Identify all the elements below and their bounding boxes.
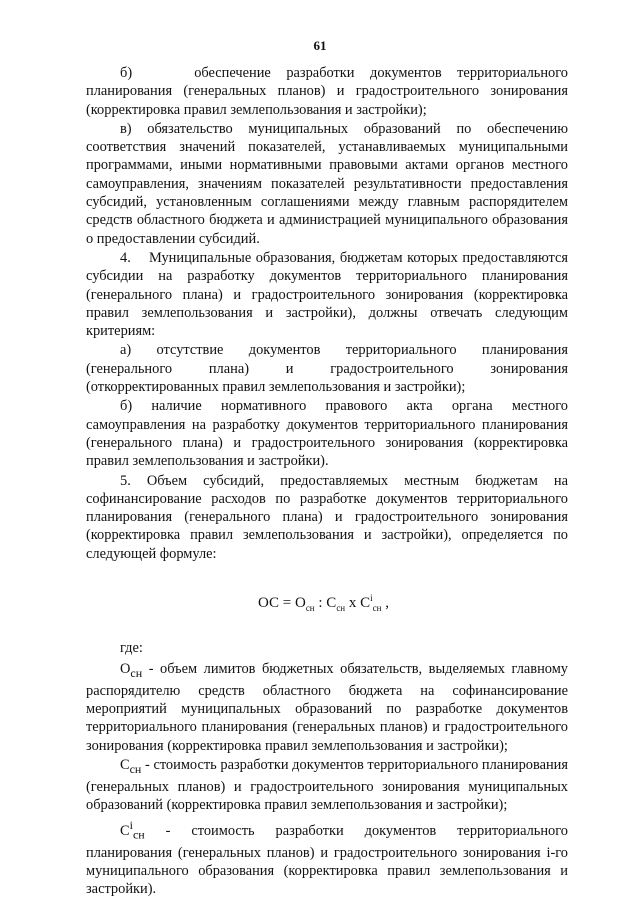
document-body [86, 64, 568, 899]
definition-text: - объем лимитов бюджетных обязательств, выделяемых главному распорядителю средств областного бюджета на софинансирование мероприятий муниципальных образований по разработке документов территориального планирования (генеральных планов) и градостроительного зонирования (корректировка правил землепользования и застройки); [86, 660, 568, 754]
where-label: где: [120, 640, 143, 657]
page-number: 61 [313, 38, 327, 53]
definition-text: - стоимость разработки документов территориального планирования (генеральных планов) и градостроительного зонирования i-го муниципального образования (корректировка правил землепользования и застройки). [86, 822, 568, 898]
formula-tail: , [381, 595, 389, 612]
paragraph-4-criteria: 4. Муниципальные образования, бюджетам которых предоставляются субсидии на разработку документов территориального планирования (генерального плана) и градостроительного зонирования (корректировка правил землепользования и застройки), должны отвечать следующим критериям: [86, 249, 568, 340]
definition-subscript: сн [132, 827, 145, 842]
definition-symbol: О [120, 660, 131, 677]
formula-lhs: ОС = О [258, 595, 306, 612]
formula-sub-ci: сн [372, 603, 382, 614]
definition-o-sn [86, 660, 568, 755]
paragraph-v-obligation: в) обязательство муниципальных образований по обеспечению соответствия значений показателей, устанавливаемых муниципальными программами, иными нормативными правовыми актами органов местного самоуправления, значениям показателей результативности предоставления субсидий, установленным соглашениями между главным распорядителем средств областного бюджета и администрацией муниципального образования о предоставлении субсидий. [86, 120, 568, 247]
definition-text: - стоимость разработки документов территориального планирования (генеральных планов) и градостроительного зонирования муниципальных образований (корректировка правил землепользования и застройки); [86, 756, 568, 814]
definition-ci-sn [86, 816, 568, 899]
definition-subscript: сн [129, 761, 142, 776]
paragraph-a-absence: а) отсутствие документов территориального планирования (генерального плана) и градостроительного зонирования (откорректированных правил землепользования и застройки); [86, 342, 568, 396]
definition-subscript: сн [130, 665, 143, 680]
paragraph-b-presence: б) наличие нормативного правового акта органа местного самоуправления на разработку документов территориального планирования (генерального плана) и градостроительного зонирования (корректировка правил землепользования и застройки). [86, 398, 568, 470]
formula-sub-c: сн [336, 603, 346, 614]
definition-symbol: С [120, 756, 130, 773]
definition-c-sn [86, 756, 568, 815]
definition-symbol: С [120, 822, 130, 839]
subsidy-formula [86, 589, 568, 617]
paragraph-5-subsidy-volume: 5. Объем субсидий, предоставляемых местным бюджетам на софинансирование расходов по разработке документов территориального планирования (генерального плана) и градостроительного зонирования (корректировка правил землепользования и застройки), определяется по следующей формуле: [86, 472, 568, 562]
paragraph-b-provision: б) обеспечение разработки документов территориального планирования (генеральных планов) и градостроительного зонирования (корректировка правил землепользования и застройки); [86, 65, 568, 118]
formula-mid: : С [314, 595, 337, 612]
formula-sup-i: i [370, 593, 373, 604]
formula-sub-o: сн [305, 603, 315, 614]
definition-superscript: i [129, 817, 133, 832]
formula-times: х С [345, 595, 371, 612]
